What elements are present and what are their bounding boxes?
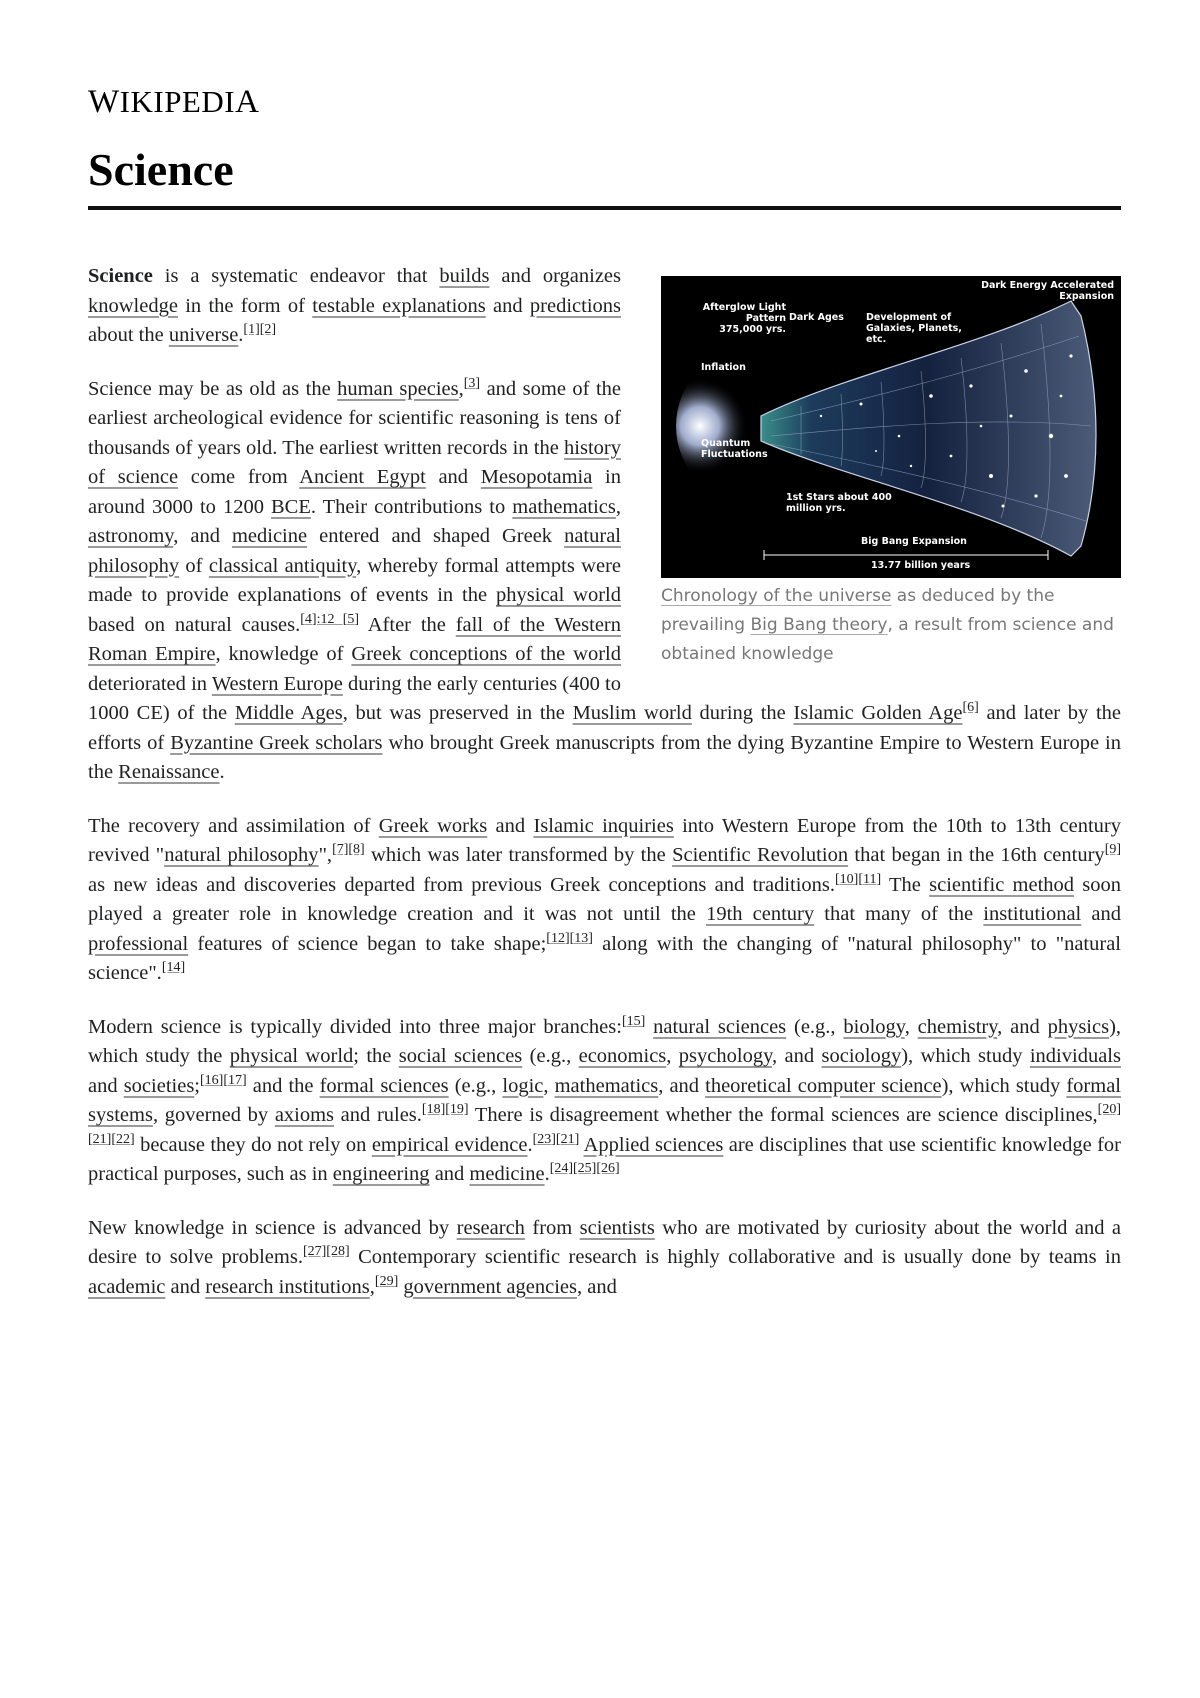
big-bang-label: Big Bang Expansion <box>861 536 967 547</box>
paragraph-intro: Science is a systematic endeavor that builds and organizes knowledge in the form of testable explanations and predictions about the universe.[1][2] <box>88 265 621 346</box>
link-academic[interactable]: academic <box>88 1275 166 1298</box>
link-research[interactable]: research <box>456 1216 525 1239</box>
link-scientific-revolution[interactable]: Scientific Revolution <box>672 844 849 866</box>
link-research-institutions[interactable]: research institutions <box>205 1275 370 1298</box>
link-islamic-golden-age[interactable]: Islamic Golden Age <box>793 702 963 724</box>
link-ancient-egypt[interactable]: Ancient Egypt <box>299 466 426 488</box>
link-sociology[interactable]: sociology <box>821 1045 902 1067</box>
link-theoretical-computer-science[interactable]: theoretical computer science <box>705 1074 942 1097</box>
link-byzantine-greek-scholars[interactable]: Byzantine Greek scholars <box>170 731 383 754</box>
inflation-label: Inflation <box>701 362 746 373</box>
citation[interactable]: [12][13] <box>546 930 593 946</box>
citation[interactable]: [7][8] <box>332 842 365 858</box>
caption-link-chronology[interactable]: Chronology of the universe <box>661 586 892 606</box>
link-social-sciences[interactable]: social sciences <box>398 1045 523 1067</box>
link-natural-sciences[interactable]: natural sciences <box>653 1015 787 1038</box>
link-predictions[interactable]: predictions <box>529 294 621 317</box>
link-economics[interactable]: economics <box>578 1045 667 1067</box>
citation[interactable]: [14] <box>161 960 186 976</box>
link-societies[interactable]: societies <box>123 1074 195 1097</box>
link-builds[interactable]: builds <box>439 265 490 287</box>
link-medicine[interactable]: medicine <box>231 525 308 547</box>
link-19th-century[interactable]: 19th century <box>706 903 815 925</box>
link-psychology[interactable]: psychology <box>678 1045 772 1067</box>
afterglow-label: Afterglow Light Pattern 375,000 yrs. <box>702 302 786 335</box>
wikipedia-wordmark[interactable]: WIKIPEDIA <box>88 84 260 120</box>
article-body <box>88 262 1121 1326</box>
citation[interactable]: [3] <box>463 375 481 391</box>
link-government-agencies[interactable]: government agencies <box>403 1275 577 1298</box>
bold-term: Science <box>88 265 153 287</box>
quantum-label: Quantum Fluctuations <box>701 438 768 460</box>
link-mesopotamia[interactable]: Mesopotamia <box>480 466 593 488</box>
link-physics[interactable]: physics <box>1047 1015 1110 1038</box>
paragraph-research: New knowledge in science is advanced by research from scientists who are motivated by curiosity about the world and a desire to solve problems.[27][28] Contemporary scientific research is highly collaborative and is usually done by teams in academic and research institutions,[29] government agencies, and <box>88 1216 1121 1298</box>
link-western-europe[interactable]: Western Europe <box>211 672 343 695</box>
paragraph-revolution: The recovery and assimilation of Greek works and Islamic inquiries into Western Europe from the 10th to 13th century revived "natural philosophy",[7][8] which was later transformed by the Scientific Revolution that began in the 16th century[9] as new ideas and discoveries departed from previous Greek conceptions and traditions.[10][11] The scientific method soon played a greater role in knowledge creation and it was not until the 19th century that many of the institutional and professional features of science began to take shape;[12][13] along with the changing of "natural philosophy" to "natural science".[14] <box>88 814 1122 984</box>
development-label: Development of Galaxies, Planets, etc. <box>866 312 962 345</box>
link-institutional[interactable]: institutional <box>983 903 1082 925</box>
citation[interactable]: [9] <box>1104 842 1122 858</box>
paragraph-branches: Modern science is typically divided into three major branches:[15] natural sciences (e.g., biology, chemistry, and physics), which study the physical world; the social sciences (e.g., economics, psychology, and sociology), which study individuals and societies;[16][17] and the formal sciences (e.g., logic, mathematics, and theoretical computer science), which study formal systems, governed by axioms and rules.[18][19] There is disagreement whether the formal sciences are science disciplines,[20][21][22] because they do not rely on empirical evidence.[23][21] Applied sciences are disciplines that use scientific knowledge for practical purposes, such as in engineering and medicine.[24][25][26] <box>88 1013 1122 1185</box>
figure-caption: Chronology of the universe as deduced by the prevailing Big Bang theory, a result from science and obtained knowledge <box>661 586 1114 664</box>
citation[interactable]: [10][11] <box>835 871 882 887</box>
link-universe[interactable]: universe <box>168 324 239 346</box>
link-mathematics[interactable]: mathematics <box>554 1074 659 1097</box>
link-chemistry[interactable]: chemistry <box>917 1015 998 1038</box>
link-greek-works[interactable]: Greek works <box>378 814 488 837</box>
citation[interactable]: [6] <box>962 700 979 716</box>
link-islamic-inquiries[interactable]: Islamic inquiries <box>533 814 674 837</box>
universe-figure <box>661 276 1121 669</box>
link-formal-systems[interactable]: formal systems <box>88 1074 1121 1126</box>
link-knowledge[interactable]: knowledge <box>88 294 178 317</box>
caption-link-big-bang[interactable]: Big Bang theory <box>750 615 888 635</box>
link-physical-world[interactable]: physical world <box>229 1045 354 1067</box>
link-history-of-science[interactable]: history of science <box>88 436 621 488</box>
page-title: Science <box>88 144 234 195</box>
title-divider <box>88 206 1121 210</box>
link-physical-world[interactable]: physical world <box>495 584 621 606</box>
link-astronomy[interactable]: astronomy <box>88 525 174 547</box>
citation[interactable]: [4]:12 [5] <box>300 611 360 627</box>
link-individuals[interactable]: individuals <box>1029 1045 1121 1067</box>
link-empirical-evidence[interactable]: empirical evidence <box>371 1133 528 1156</box>
citation[interactable]: [24][25][26] <box>549 1161 620 1177</box>
citation[interactable]: [1][2] <box>243 322 277 338</box>
first-stars-label: 1st Stars about 400 million yrs. <box>786 492 892 514</box>
link-applied-sciences[interactable]: Applied sciences <box>583 1133 724 1156</box>
link-muslim-world[interactable]: Muslim world <box>572 702 692 724</box>
citation[interactable]: [16][17] <box>200 1072 247 1088</box>
citation[interactable]: [18][19] <box>421 1102 469 1118</box>
years-label: 13.77 billion years <box>871 560 971 571</box>
link-greek-conceptions[interactable]: Greek conceptions of the world <box>351 643 621 665</box>
citation[interactable]: [20][21][22] <box>88 1102 1121 1147</box>
link-classical-antiquity[interactable]: classical antiquity <box>208 554 357 577</box>
link-engineering[interactable]: engineering <box>332 1163 430 1185</box>
link-testable-explanations[interactable]: testable explanations <box>312 294 486 317</box>
link-renaissance[interactable]: Renaissance <box>118 761 220 783</box>
link-scientific-method[interactable]: scientific method <box>929 873 1075 896</box>
link-axioms[interactable]: axioms <box>274 1104 335 1126</box>
link-medicine[interactable]: medicine <box>469 1163 545 1185</box>
universe-chronology-image[interactable] <box>661 276 1121 578</box>
link-scientists[interactable]: scientists <box>579 1216 655 1239</box>
link-logic[interactable]: logic <box>502 1074 544 1097</box>
citation[interactable]: [23][21] <box>532 1131 580 1147</box>
link-biology[interactable]: biology <box>843 1015 905 1038</box>
dark-energy-label: Dark Energy Accelerated Expansion <box>981 280 1114 302</box>
citation[interactable]: [29] <box>374 1273 399 1289</box>
link-formal-sciences[interactable]: formal sciences <box>319 1074 449 1097</box>
paragraph-history: Science may be as old as the human species,[3] and some of the earliest archeological evidence for scientific reasoning is tens of thousands of years old. The earliest written records in the history of science come from Ancient Egypt and Mesopotamia in around 3000 to 1200 BCE. Their contributions to mathematics, astronomy, and medicine entered and shaped Greek natural philosophy of classical antiquity, whereby formal attempts were made to provide explanations of events in the physical world based on natural causes.[4]:12 [5] After the fall of the Western Roman Empire, knowledge of Greek conceptions of the world deteriorated in Western Europe during the early centuries (400 to 1000 CE) of the Middle Ages, but was preserved in the Muslim world during the Islamic Golden Age[6] and later by the efforts of Byzantine Greek scholars who brought Greek manuscripts from the dying Byzantine Empire to Western Europe in the Renaissance. <box>88 375 1122 783</box>
link-middle-ages[interactable]: Middle Ages <box>234 702 343 724</box>
link-professional[interactable]: professional <box>88 932 189 955</box>
link-natural-philosophy[interactable]: natural philosophy <box>88 525 621 577</box>
link-bce[interactable]: BCE <box>271 495 311 518</box>
link-human-species[interactable]: human species <box>337 377 459 400</box>
citation[interactable]: [15] <box>621 1013 646 1029</box>
link-mathematics[interactable]: mathematics <box>512 495 616 518</box>
citation[interactable]: [27][28] <box>302 1244 350 1260</box>
link-natural-philosophy[interactable]: natural philosophy <box>164 844 319 866</box>
dark-ages-label: Dark Ages <box>789 312 844 323</box>
link-fall-of-western-roman-empire[interactable]: fall of the Western Roman Empire <box>88 613 621 665</box>
